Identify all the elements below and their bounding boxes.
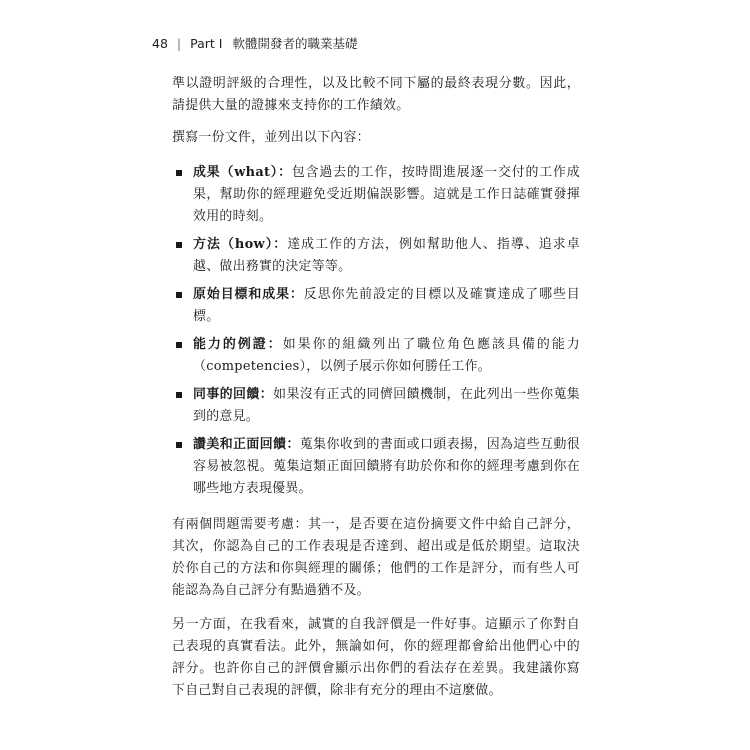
bullet-square-icon — [176, 292, 182, 298]
content-list — [172, 162, 580, 500]
part-label: Part I — [190, 36, 223, 51]
page-number: 48 — [152, 36, 168, 51]
bullet-square-icon — [176, 442, 182, 448]
list-item-term: 方法（how）： — [193, 237, 288, 252]
list-item-goals — [172, 284, 580, 328]
list-item-how — [172, 234, 580, 278]
paragraph-honest-assessment: 另一方面，在我看來，誠實的自我評價是一件好事。這顯示了你對自己表現的真實看法。此外，無論如何，你的經理都會給出他們心中的評分。也許你自己的評價會顯示出你們的看法存在差異。我建議你寫下自己對自己表現的評價，除非有充分的理由不這麼做。 — [172, 617, 580, 698]
list-item-what — [172, 162, 580, 228]
list-item-text: 如果你的組織列出了職位角色應該具備的能力（competencies），以例子展示你如何勝任工作。 — [193, 337, 580, 374]
bullet-square-icon — [176, 342, 182, 348]
running-header — [152, 35, 357, 53]
list-item-praise — [172, 434, 580, 500]
list-item-competencies — [172, 334, 580, 378]
paragraph-self-rating: 有兩個問題需要考慮：其一，是否要在這份摘要文件中給自己評分，其次，你認為自己的工作表現是否達到、超出或是低於期望。這取決於你自己的方法和你與經理的關係；他們的工作是評分，而有些人可能認為為自己評分有點過猶不及。 — [172, 517, 580, 598]
list-item-term: 能力的例證： — [193, 337, 283, 352]
intro-paragraph: 準以證明評級的合理性，以及比較不同下屬的最終表現分數。因此，請提供大量的證據來支持你的工作績效。 — [172, 76, 580, 113]
list-item-term: 同事的回饋： — [193, 387, 274, 402]
list-intro: 撰寫一份文件，並列出以下內容： — [172, 130, 370, 145]
list-item-text: 達成工作的方法，例如幫助他人、指導、追求卓越、做出務實的決定等等。 — [193, 237, 580, 274]
list-item-text: 反思你先前設定的目標以及確實達成了哪些目標。 — [193, 287, 581, 324]
header-separator: | — [176, 36, 182, 51]
bullet-square-icon — [176, 392, 182, 398]
list-item-peer-feedback — [172, 384, 580, 428]
list-item-term: 成果（what）： — [193, 165, 292, 180]
bullet-square-icon — [176, 170, 182, 176]
list-item-term: 原始目標和成果： — [193, 287, 304, 302]
bullet-square-icon — [176, 242, 182, 248]
list-item-term: 讚美和正面回饋： — [193, 437, 300, 452]
list-item-text: 包含過去的工作，按時間進展逐一交付的工作成果，幫助你的經理避免受近期偏誤影響。這就是工作日誌確實發揮效用的時刻。 — [193, 165, 580, 224]
list-item-text: 如果沒有正式的同儕回饋機制，在此列出一些你蒐集到的意見。 — [193, 387, 580, 424]
page-body — [172, 73, 580, 702]
list-item-text: 蒐集你收到的書面或口頭表揚，因為這些互動很容易被忽視。蒐集這類正面回饋將有助於你和你的經理考慮到你在哪些地方表現優異。 — [193, 437, 580, 496]
chapter-title: 軟體開發者的職業基礎 — [232, 36, 358, 51]
